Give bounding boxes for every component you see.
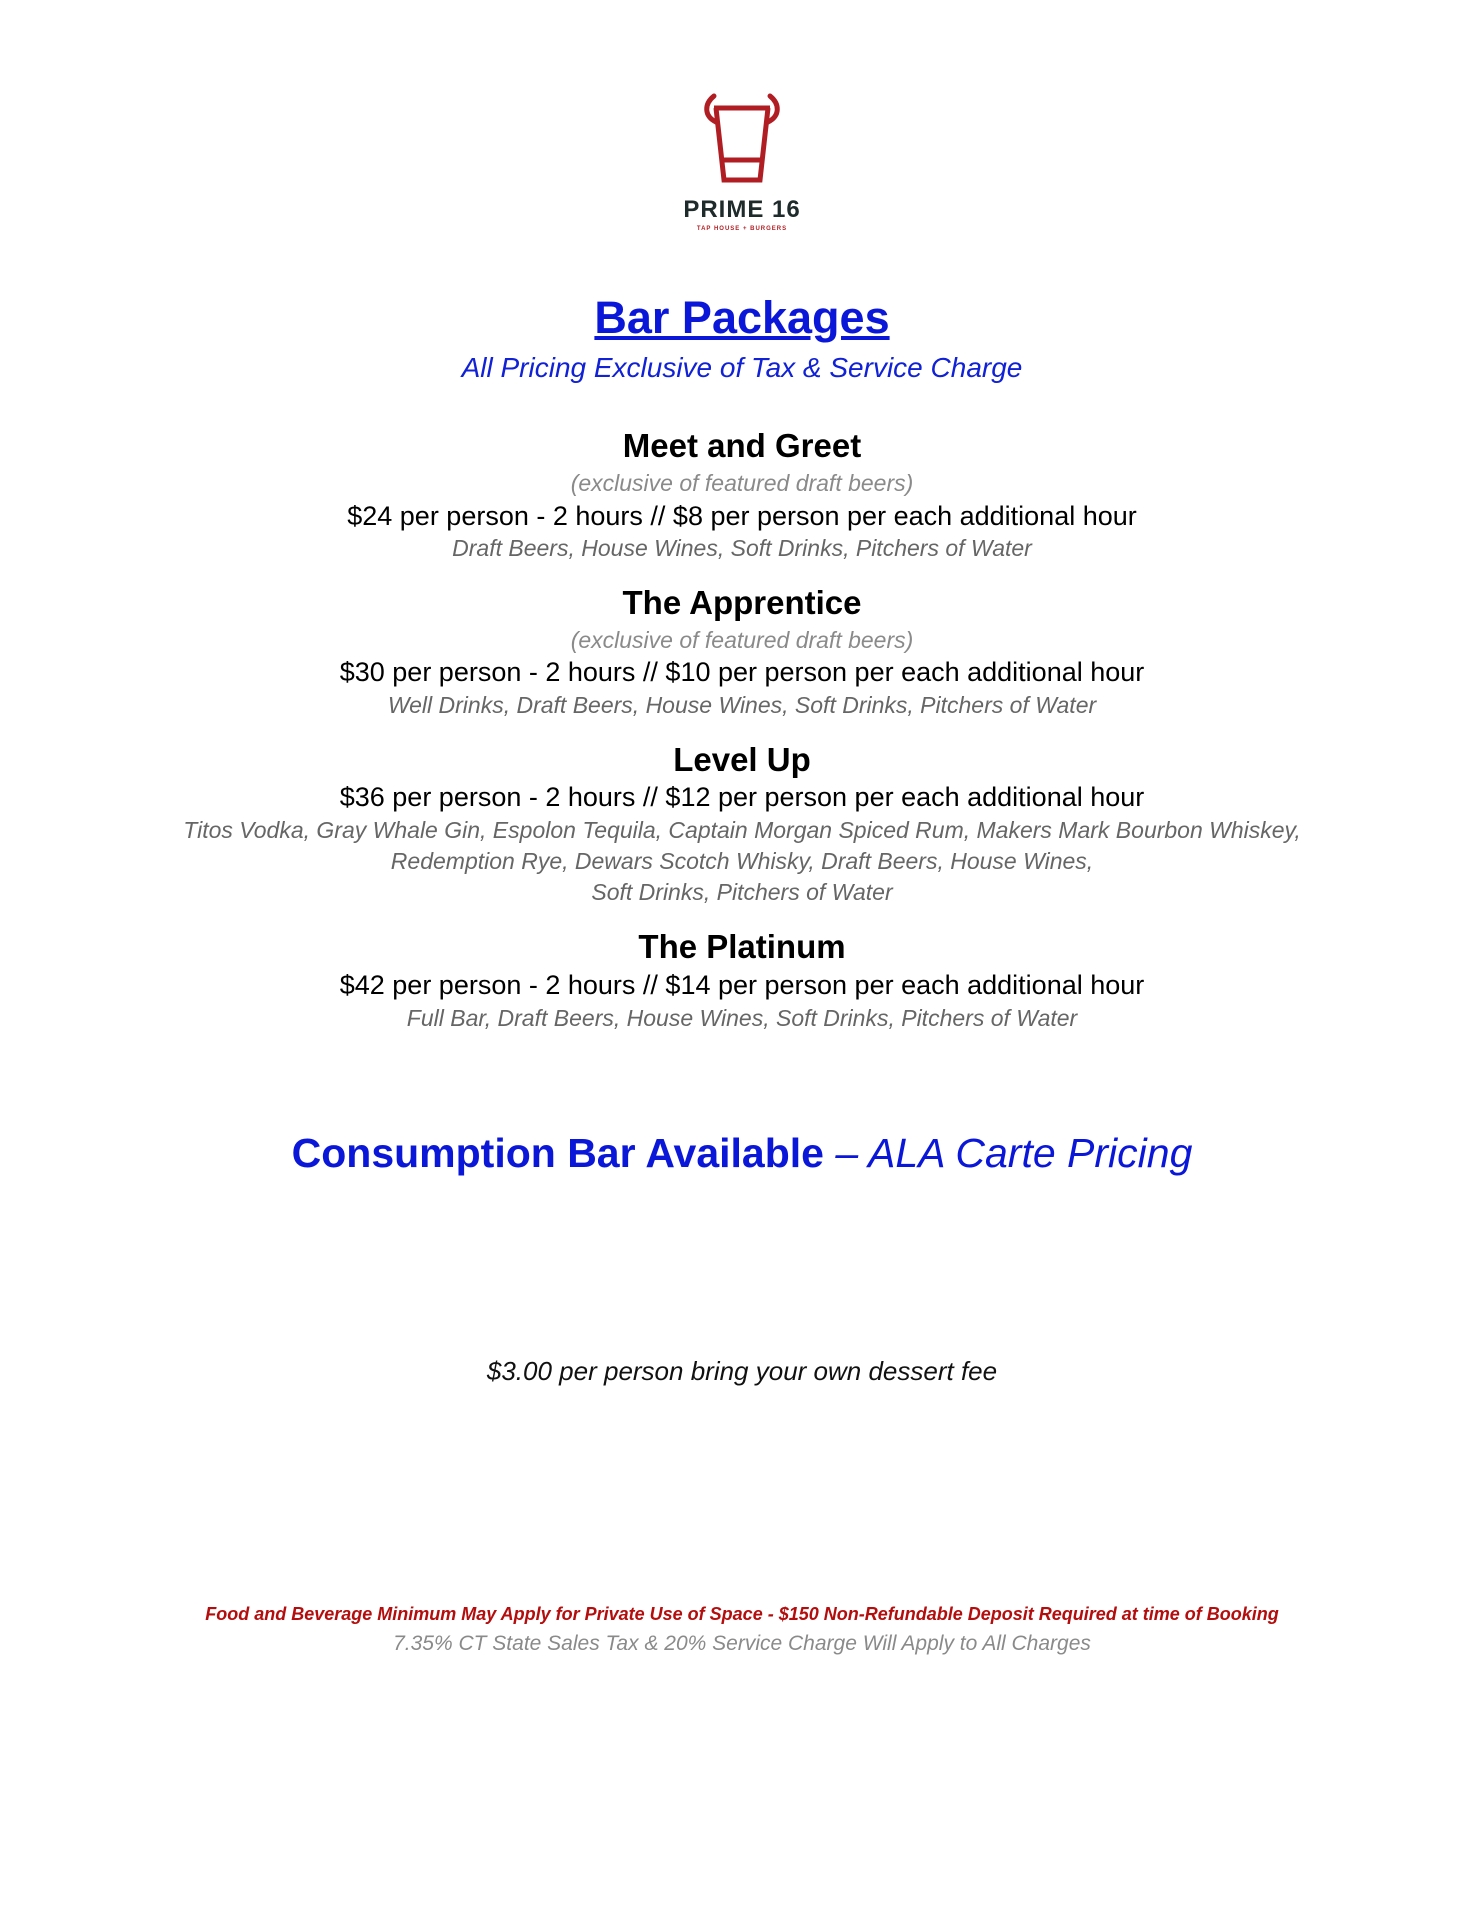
- package-price: $30 per person - 2 hours // $10 per person per each additional hour: [339, 657, 1145, 687]
- package-name: The Apprentice: [622, 584, 862, 621]
- package-items: Draft Beers, House Wines, Soft Drinks, Pitchers of Water: [452, 535, 1032, 561]
- package-note: (exclusive of featured draft beers): [570, 627, 914, 653]
- package-items: Titos Vodka, Gray Whale Gin, Espolon Tequila, Captain Morgan Spiced Rum, Makers Mark Bourbon Whiskey,: [183, 817, 1301, 843]
- package-items: Redemption Rye, Dewars Scotch Whisky, Draft Beers, House Wines,: [390, 848, 1094, 874]
- dessert-fee: $3.00 per person bring your own dessert fee: [486, 1356, 998, 1386]
- package-items: Well Drinks, Draft Beers, House Wines, Soft Drinks, Pitchers of Water: [387, 692, 1097, 718]
- package-name: Level Up: [673, 741, 811, 778]
- bull-glass-icon: [692, 88, 792, 188]
- consumption-bar-label: Consumption Bar Available: [291, 1130, 824, 1176]
- deposit-note: Food and Beverage Minimum May Apply for Private Use of Space - $150 Non-Refundable Deposit Required at time of Booking: [205, 1604, 1279, 1624]
- logo-name: PRIME 16: [683, 196, 801, 223]
- package-items: Soft Drinks, Pitchers of Water: [591, 879, 893, 905]
- consumption-bar-pricing: – ALA Carte Pricing: [835, 1130, 1193, 1176]
- package-price: $42 per person - 2 hours // $14 per person per each additional hour: [339, 970, 1145, 1000]
- package-price: $24 per person - 2 hours // $8 per person per each additional hour: [347, 501, 1137, 531]
- package-name: Meet and Greet: [622, 427, 862, 464]
- package-price: $36 per person - 2 hours // $12 per person per each additional hour: [339, 782, 1145, 812]
- package-note: (exclusive of featured draft beers): [570, 470, 914, 496]
- package-items: Full Bar, Draft Beers, House Wines, Soft Drinks, Pitchers of Water: [406, 1005, 1078, 1031]
- page-subtitle: All Pricing Exclusive of Tax & Service Charge: [461, 352, 1023, 383]
- logo-tagline: TAP HOUSE + BURGERS: [696, 226, 788, 232]
- tax-note: 7.35% CT State Sales Tax & 20% Service Charge Will Apply to All Charges: [393, 1632, 1091, 1655]
- package-name: The Platinum: [638, 928, 846, 965]
- logo: [672, 88, 812, 248]
- page-title: Bar Packages: [594, 292, 890, 343]
- consumption-bar-heading: [0, 1130, 1484, 1177]
